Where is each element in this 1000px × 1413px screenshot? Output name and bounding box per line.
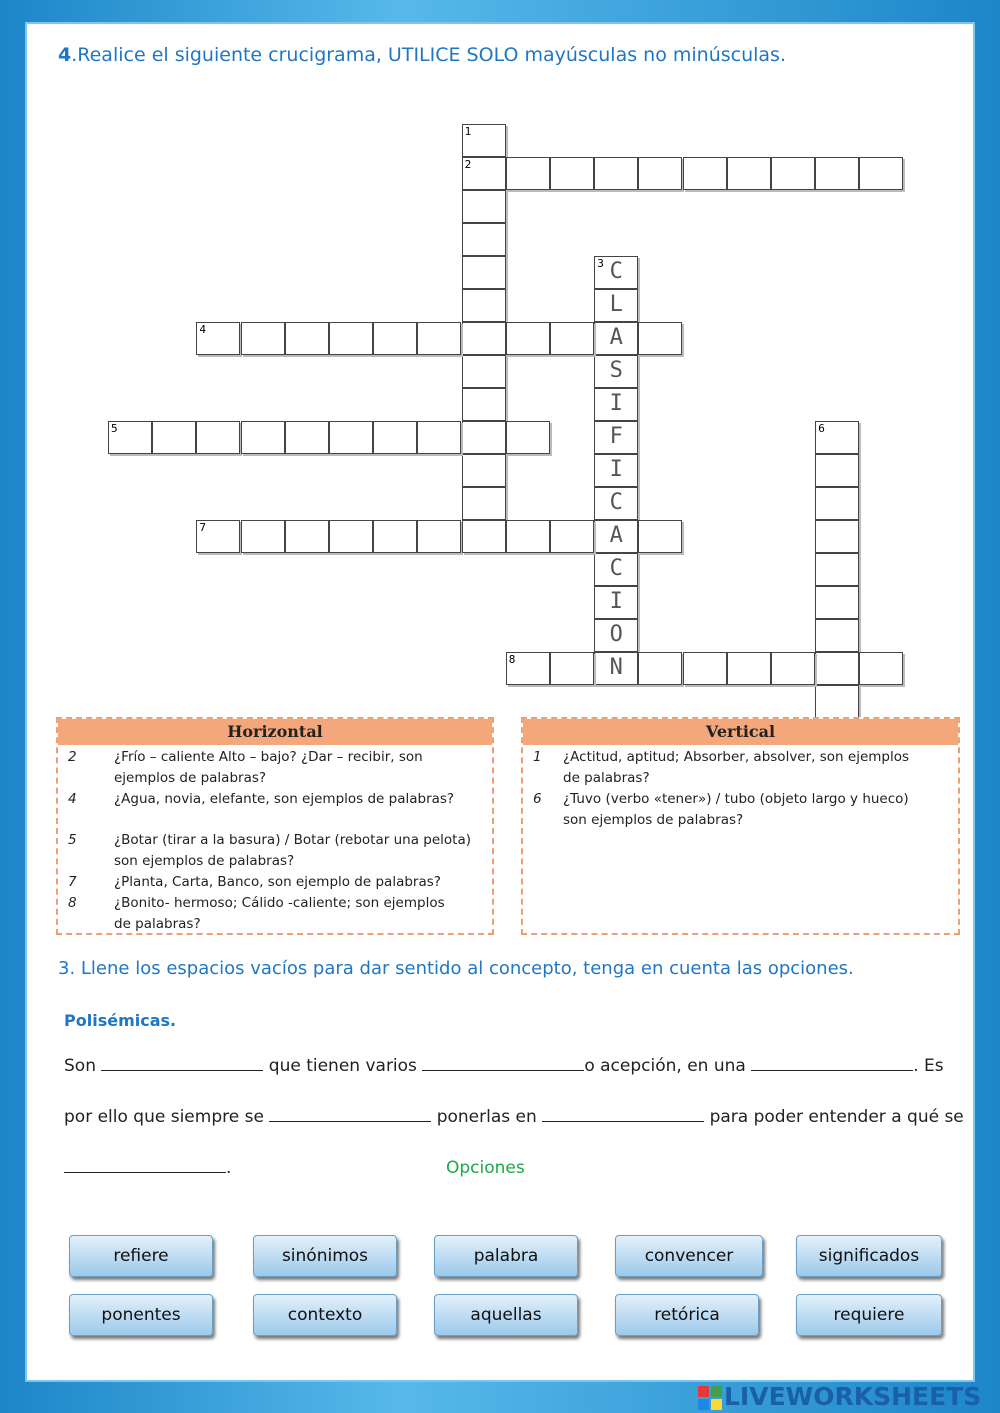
paragraph-line-2: por ello que siempre se ponerlas en para poder entender a qué se bbox=[64, 1107, 964, 1127]
crossword-cell[interactable] bbox=[506, 322, 550, 355]
crossword-cell[interactable] bbox=[815, 685, 859, 718]
blank-4[interactable] bbox=[269, 1120, 431, 1122]
crossword-cell[interactable] bbox=[462, 454, 506, 487]
blank-2[interactable] bbox=[422, 1069, 584, 1071]
crossword-cell[interactable] bbox=[108, 421, 152, 454]
crossword-cell[interactable] bbox=[594, 454, 638, 487]
clue-number: 7 bbox=[199, 521, 207, 534]
blank-1[interactable] bbox=[101, 1069, 263, 1071]
crossword-cell[interactable] bbox=[550, 157, 594, 190]
prefilled-letter: A bbox=[609, 325, 623, 350]
crossword-cell[interactable] bbox=[550, 322, 594, 355]
brand-logo: LIVEWORKSHEETS bbox=[698, 1382, 981, 1411]
crossword-cell[interactable] bbox=[815, 421, 859, 454]
horizontal-header: Horizontal bbox=[58, 719, 492, 745]
crossword-cell[interactable] bbox=[462, 223, 506, 256]
crossword-cell[interactable] bbox=[462, 520, 506, 553]
blank-3[interactable] bbox=[751, 1069, 913, 1071]
crossword-cell[interactable] bbox=[594, 289, 638, 322]
crossword-cell[interactable] bbox=[594, 157, 638, 190]
crossword-cell[interactable] bbox=[241, 421, 285, 454]
clue-v-6: 6 ¿Tuvo (verbo «tener») / tubo (objeto largo y hueco) son ejemplos de palabras? bbox=[533, 791, 909, 828]
crossword-cell[interactable] bbox=[285, 421, 329, 454]
subtitle-polisemicas: Polisémicas. bbox=[64, 1011, 177, 1030]
crossword-cell[interactable] bbox=[594, 256, 638, 289]
crossword-cell[interactable] bbox=[417, 322, 461, 355]
live-badge-icon bbox=[698, 1386, 722, 1410]
clue-h-5: 5 ¿Botar (tirar a la basura) / Botar (rebotar una pelota) son ejemplos de palabras? bbox=[68, 832, 471, 869]
crossword-cell[interactable] bbox=[638, 157, 682, 190]
crossword-cell[interactable] bbox=[417, 421, 461, 454]
blank-6[interactable] bbox=[64, 1171, 226, 1173]
prefilled-letter: I bbox=[609, 457, 623, 482]
crossword-cell[interactable] bbox=[285, 322, 329, 355]
crossword-cell[interactable] bbox=[462, 124, 506, 157]
crossword-cell[interactable] bbox=[815, 586, 859, 619]
crossword-cell[interactable] bbox=[462, 421, 506, 454]
crossword-cell[interactable] bbox=[196, 322, 240, 355]
clue-number: 3 bbox=[597, 257, 604, 270]
crossword-cell[interactable] bbox=[462, 487, 506, 520]
crossword-cell[interactable] bbox=[594, 586, 638, 619]
option-sinonimos[interactable]: sinónimos bbox=[253, 1235, 397, 1277]
crossword-cell[interactable] bbox=[815, 487, 859, 520]
crossword-cell[interactable] bbox=[462, 256, 506, 289]
crossword-cell[interactable] bbox=[373, 421, 417, 454]
crossword-cell[interactable] bbox=[241, 520, 285, 553]
horizontal-clues-box: Horizontal 2 ¿Frío – caliente Alto – bajo? ¿Dar – recibir, son ejemplos de palabras? 4 ¿Agua, novia, elefante, son ejemplos de palabras? 5 ¿Botar (tirar a la basura) / Botar (rebotar una pelota) son ejemplos de palabras? 7 ¿Planta, Carta, Banco, son ejemplo de palabras? 8 ¿Bonito- hermoso; Cálido -caliente; son ejemplos de palabras? bbox=[56, 717, 494, 935]
crossword-cell[interactable] bbox=[771, 157, 815, 190]
crossword-cell[interactable] bbox=[594, 322, 638, 355]
clue-h-2: 2 ¿Frío – caliente Alto – bajo? ¿Dar – recibir, son ejemplos de palabras? bbox=[68, 749, 423, 786]
prefilled-letter: O bbox=[609, 622, 623, 647]
crossword-cell[interactable] bbox=[506, 421, 550, 454]
crossword-cell[interactable] bbox=[417, 520, 461, 553]
crossword-cell[interactable] bbox=[462, 388, 506, 421]
prefilled-letter: C bbox=[609, 490, 623, 515]
crossword-cell[interactable] bbox=[550, 520, 594, 553]
crossword-cell[interactable] bbox=[683, 157, 727, 190]
prefilled-letter: I bbox=[609, 391, 623, 416]
crossword-cell[interactable] bbox=[727, 157, 771, 190]
crossword-cell[interactable] bbox=[771, 652, 815, 685]
vertical-header: Vertical bbox=[523, 719, 958, 745]
crossword-cell[interactable] bbox=[462, 289, 506, 322]
crossword-cell[interactable] bbox=[638, 520, 682, 553]
option-aquellas[interactable]: aquellas bbox=[434, 1294, 578, 1336]
crossword-cell[interactable] bbox=[815, 454, 859, 487]
crossword-cell[interactable] bbox=[815, 553, 859, 586]
crossword-cell[interactable] bbox=[594, 619, 638, 652]
crossword-cell[interactable] bbox=[638, 322, 682, 355]
clue-h-8: 8 ¿Bonito- hermoso; Cálido -caliente; son ejemplos de palabras? bbox=[68, 895, 445, 932]
clue-number: 2 bbox=[464, 158, 472, 171]
prefilled-letter: I bbox=[609, 589, 623, 614]
prefilled-letter: F bbox=[609, 424, 623, 449]
paragraph-line-3: . bbox=[64, 1158, 231, 1178]
crossword-cell[interactable] bbox=[462, 355, 506, 388]
crossword-cell[interactable] bbox=[329, 421, 373, 454]
crossword-cell[interactable] bbox=[594, 652, 638, 685]
prefilled-letter: C bbox=[609, 556, 623, 581]
crossword-cell[interactable] bbox=[462, 322, 506, 355]
crossword-cell[interactable] bbox=[594, 553, 638, 586]
crossword-cell[interactable] bbox=[196, 421, 240, 454]
prefilled-letter: S bbox=[609, 358, 623, 383]
crossword-cell[interactable] bbox=[506, 652, 550, 685]
crossword-cell[interactable] bbox=[594, 487, 638, 520]
crossword-cell[interactable] bbox=[196, 520, 240, 553]
prefilled-letter: N bbox=[609, 655, 623, 680]
option-significados[interactable]: significados bbox=[796, 1235, 942, 1277]
option-refiere[interactable]: refiere bbox=[69, 1235, 213, 1277]
option-contexto[interactable]: contexto bbox=[253, 1294, 397, 1336]
option-retorica[interactable]: retórica bbox=[615, 1294, 759, 1336]
crossword-cell[interactable] bbox=[462, 157, 506, 190]
crossword-cell[interactable] bbox=[815, 619, 859, 652]
options-label: Opciones bbox=[446, 1158, 525, 1178]
crossword-cell[interactable] bbox=[594, 421, 638, 454]
crossword-cell[interactable] bbox=[859, 652, 903, 685]
crossword-cell[interactable] bbox=[638, 652, 682, 685]
prefilled-letter: A bbox=[609, 523, 623, 548]
crossword-cell[interactable] bbox=[285, 520, 329, 553]
crossword-cell[interactable] bbox=[727, 652, 771, 685]
crossword-cell[interactable] bbox=[329, 520, 373, 553]
prefilled-letter: L bbox=[609, 292, 623, 317]
option-ponentes[interactable]: ponentes bbox=[69, 1294, 213, 1336]
crossword-cell[interactable] bbox=[859, 157, 903, 190]
option-convencer[interactable]: convencer bbox=[615, 1235, 763, 1277]
question-4-title: 4.Realice el siguiente crucigrama, UTILICE SOLO mayúsculas no minúsculas. bbox=[58, 44, 786, 66]
crossword-cell[interactable] bbox=[594, 388, 638, 421]
crossword-cell[interactable] bbox=[152, 421, 196, 454]
crossword-cell[interactable] bbox=[329, 322, 373, 355]
crossword-cell[interactable] bbox=[462, 190, 506, 223]
crossword-cell[interactable] bbox=[815, 520, 859, 553]
crossword-cell[interactable] bbox=[241, 322, 285, 355]
clue-number: 5 bbox=[111, 422, 118, 435]
crossword-cell[interactable] bbox=[506, 157, 550, 190]
crossword-cell[interactable] bbox=[373, 520, 417, 553]
option-requiere[interactable]: requiere bbox=[796, 1294, 942, 1336]
crossword-cell[interactable] bbox=[506, 520, 550, 553]
clue-number: 6 bbox=[818, 422, 825, 435]
option-palabra[interactable]: palabra bbox=[434, 1235, 578, 1277]
question-3-title: 3. Llene los espacios vacíos para dar sentido al concepto, tenga en cuenta las opciones. bbox=[58, 958, 854, 979]
crossword-cell[interactable] bbox=[373, 322, 417, 355]
crossword-cell[interactable] bbox=[683, 652, 727, 685]
clue-number: 8 bbox=[508, 653, 516, 666]
crossword-cell[interactable] bbox=[815, 652, 859, 685]
clue-number: 1 bbox=[464, 125, 472, 138]
crossword-cell[interactable] bbox=[550, 652, 594, 685]
crossword-cell[interactable] bbox=[815, 157, 859, 190]
paragraph-line-1: Son que tienen varios o acepción, en una . Es bbox=[64, 1056, 944, 1076]
clue-number: 4 bbox=[199, 323, 207, 336]
crossword-cell[interactable] bbox=[594, 520, 638, 553]
vertical-clues-box bbox=[521, 717, 960, 935]
blank-5[interactable] bbox=[542, 1120, 704, 1122]
prefilled-letter: C bbox=[609, 259, 623, 284]
clue-v-1: 1 ¿Actitud, aptitud; Absorber, absolver, son ejemplos de palabras? bbox=[533, 749, 910, 786]
crossword-cell[interactable] bbox=[594, 355, 638, 388]
